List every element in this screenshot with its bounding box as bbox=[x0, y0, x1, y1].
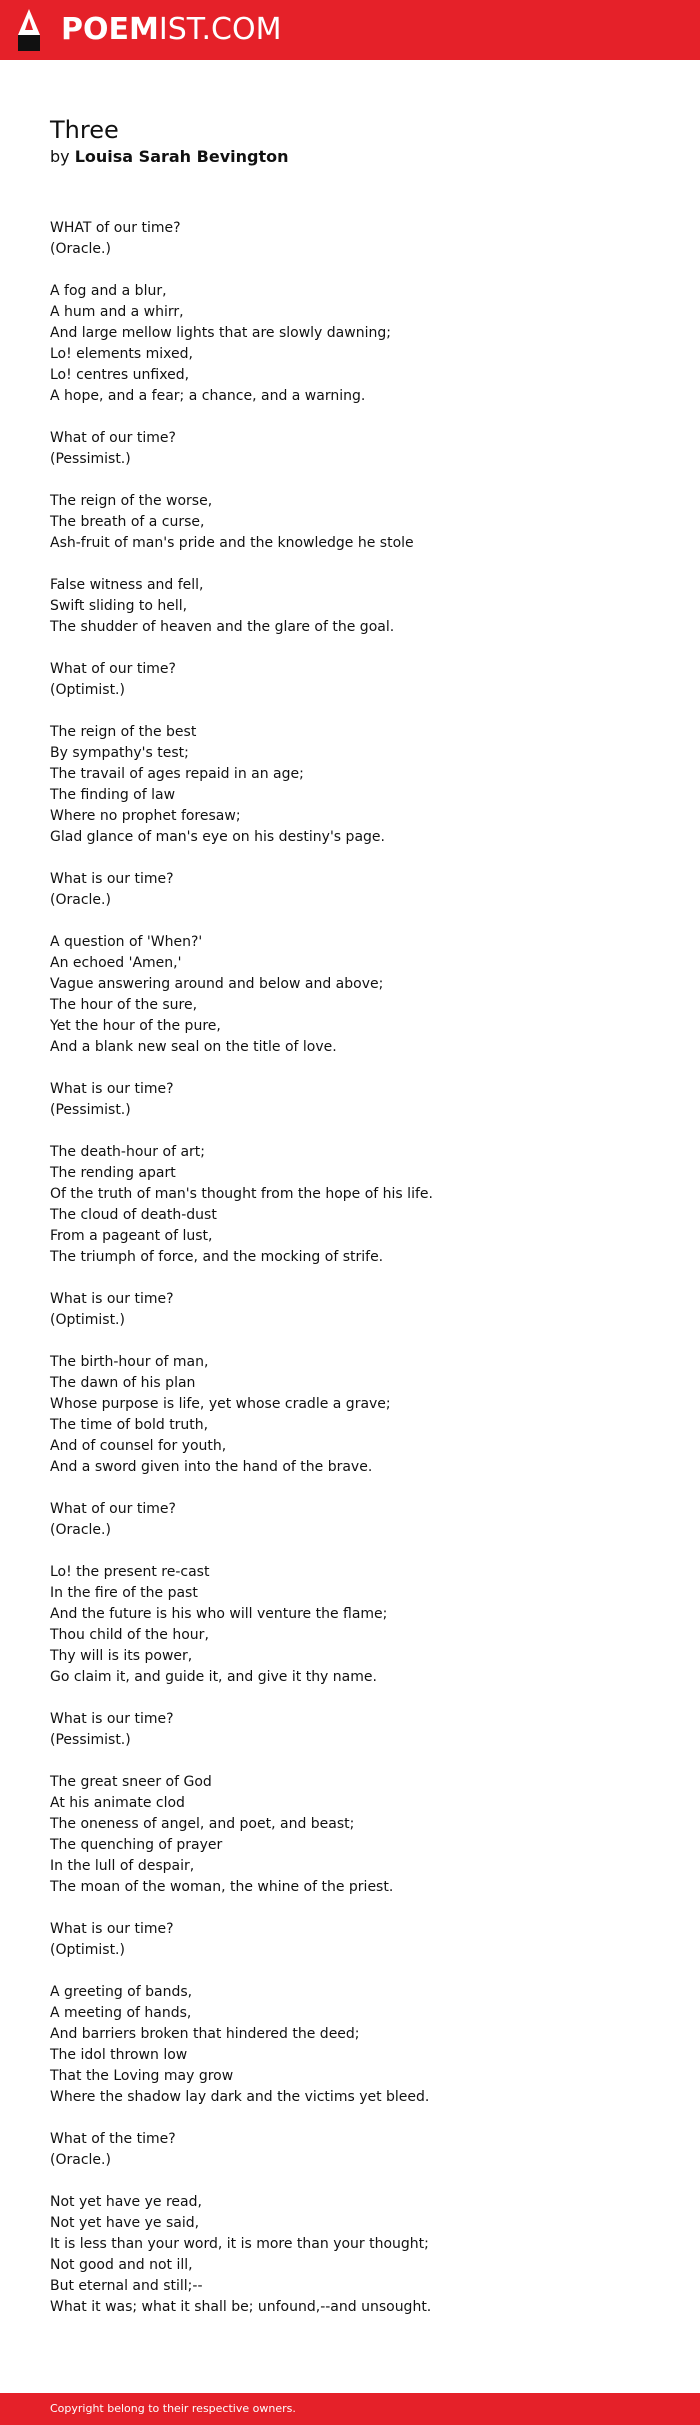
poem-line: (Pessimist.) bbox=[50, 1102, 131, 1118]
poem-line: Where the shadow lay dark and the victims yet bleed. bbox=[50, 2089, 430, 2105]
stanza bbox=[50, 1079, 670, 1121]
stanza bbox=[50, 869, 670, 911]
poem-line: And large mellow lights that are slowly dawning; bbox=[50, 325, 391, 341]
poem-line: And the future is his who will venture the flame; bbox=[50, 1606, 388, 1622]
stanza bbox=[50, 575, 670, 638]
stanza bbox=[50, 1772, 670, 1898]
poem-line: What is our time? bbox=[50, 1081, 174, 1097]
poem-line: In the lull of despair, bbox=[50, 1858, 195, 1874]
poem-line: But eternal and still;-- bbox=[50, 2278, 203, 2294]
site-footer bbox=[0, 2393, 700, 2425]
poem-line: Not good and not ill, bbox=[50, 2257, 193, 2273]
poem-line: The shudder of heaven and the glare of the goal. bbox=[50, 619, 395, 635]
poem-line: The great sneer of God bbox=[50, 1774, 212, 1790]
poem-line: What is our time? bbox=[50, 871, 174, 887]
poem-line: The hour of the sure, bbox=[50, 997, 198, 1013]
poem-line: A question of 'When?' bbox=[50, 934, 203, 950]
logo-brand-light: IST.COM bbox=[158, 12, 282, 47]
by-label: by bbox=[50, 147, 70, 166]
poem-line: What of the time? bbox=[50, 2131, 176, 2147]
stanza bbox=[50, 1142, 670, 1268]
poem-line: The cloud of death-dust bbox=[50, 1207, 217, 1223]
stanza bbox=[50, 1289, 670, 1331]
poem-line: Not yet have ye read, bbox=[50, 2194, 202, 2210]
stanza bbox=[50, 428, 670, 470]
poem-line: A meeting of hands, bbox=[50, 2005, 192, 2021]
stanza bbox=[50, 491, 670, 554]
poem-line: (Oracle.) bbox=[50, 2152, 111, 2168]
poem-line: Not yet have ye said, bbox=[50, 2215, 200, 2231]
poem-line: The birth-hour of man, bbox=[50, 1354, 209, 1370]
stanza bbox=[50, 2129, 670, 2171]
poem-line: It is less than your word, it is more than your thought; bbox=[50, 2236, 429, 2252]
poem-line: The finding of law bbox=[50, 787, 176, 803]
poem-line: Thou child of the hour, bbox=[50, 1627, 209, 1643]
stanza bbox=[50, 932, 670, 1058]
poem-line: Swift sliding to hell, bbox=[50, 598, 188, 614]
poem-line: Go claim it, and guide it, and give it thy name. bbox=[50, 1669, 377, 1685]
poem-line: The oneness of angel, and poet, and beast; bbox=[50, 1816, 355, 1832]
poem-line: A greeting of bands, bbox=[50, 1984, 193, 2000]
poem-line: At his animate clod bbox=[50, 1795, 185, 1811]
poem-line: What of our time? bbox=[50, 430, 176, 446]
poem-line: The breath of a curse, bbox=[50, 514, 205, 530]
poem-line: (Optimist.) bbox=[50, 1942, 125, 1958]
poem-line: The idol thrown low bbox=[50, 2047, 188, 2063]
poem-line: And a blank new seal on the title of love. bbox=[50, 1039, 337, 1055]
logo-brand-bold: POEM bbox=[61, 12, 159, 47]
poem-line: (Optimist.) bbox=[50, 682, 125, 698]
poem-line: False witness and fell, bbox=[50, 577, 204, 593]
poem-line: Lo! elements mixed, bbox=[50, 346, 193, 362]
poem-line: Of the truth of man's thought from the hope of his life. bbox=[50, 1186, 433, 1202]
byline bbox=[50, 146, 650, 168]
author-name: Louisa Sarah Bevington bbox=[74, 147, 289, 166]
poem-line: WHAT of our time? bbox=[50, 220, 181, 236]
poem-line: In the fire of the past bbox=[50, 1585, 198, 1601]
poem-line: An echoed 'Amen,' bbox=[50, 955, 182, 971]
poem-line: What is our time? bbox=[50, 1921, 174, 1937]
stanza bbox=[50, 1919, 670, 1961]
site-header bbox=[0, 0, 700, 60]
poem-line: (Pessimist.) bbox=[50, 1732, 131, 1748]
poem-line: The dawn of his plan bbox=[50, 1375, 196, 1391]
poem-line: By sympathy's test; bbox=[50, 745, 189, 761]
poem-line: What of our time? bbox=[50, 661, 176, 677]
poem-line: The quenching of prayer bbox=[50, 1837, 223, 1853]
poem-line: (Pessimist.) bbox=[50, 451, 131, 467]
stanza bbox=[50, 218, 670, 260]
poem-line: The rending apart bbox=[50, 1165, 176, 1181]
stanza bbox=[50, 1982, 670, 2108]
stanza bbox=[50, 722, 670, 848]
stanza bbox=[50, 1352, 670, 1478]
poem-line: Lo! centres unfixed, bbox=[50, 367, 190, 383]
poem-line: Thy will is its power, bbox=[50, 1648, 193, 1664]
poem-line: (Oracle.) bbox=[50, 1522, 111, 1538]
poem-line: The time of bold truth, bbox=[50, 1417, 209, 1433]
poem-line: What is our time? bbox=[50, 1711, 174, 1727]
poem-line: The reign of the best bbox=[50, 724, 197, 740]
poem-line: A hope, and a fear; a chance, and a warning. bbox=[50, 388, 366, 404]
stanza bbox=[50, 1499, 670, 1541]
stanza bbox=[50, 1709, 670, 1751]
poem-line: A hum and a whirr, bbox=[50, 304, 184, 320]
poem-body bbox=[50, 218, 670, 2339]
stanza bbox=[50, 2192, 670, 2318]
poem-line: (Oracle.) bbox=[50, 241, 111, 257]
stanza bbox=[50, 281, 670, 407]
poem-line: The death-hour of art; bbox=[50, 1144, 205, 1160]
poem-line: Lo! the present re-cast bbox=[50, 1564, 210, 1580]
poem-line: The travail of ages repaid in an age; bbox=[50, 766, 304, 782]
poem-line: (Optimist.) bbox=[50, 1312, 125, 1328]
stanza bbox=[50, 1562, 670, 1688]
poem-line: And of counsel for youth, bbox=[50, 1438, 227, 1454]
poem-line: (Oracle.) bbox=[50, 892, 111, 908]
poem-line: Where no prophet foresaw; bbox=[50, 808, 241, 824]
poem-line: The triumph of force, and the mocking of strife. bbox=[50, 1249, 384, 1265]
poem-line: Glad glance of man's eye on his destiny's page. bbox=[50, 829, 385, 845]
poem-line: And barriers broken that hindered the deed; bbox=[50, 2026, 360, 2042]
pen-nib-icon[interactable] bbox=[18, 9, 40, 51]
poem-heading bbox=[50, 114, 650, 168]
poem-line: What of our time? bbox=[50, 1501, 176, 1517]
poem-line: From a pageant of lust, bbox=[50, 1228, 213, 1244]
poem-line: The moan of the woman, the whine of the priest. bbox=[50, 1879, 394, 1895]
stanza bbox=[50, 659, 670, 701]
poem-line: What is our time? bbox=[50, 1291, 174, 1307]
poem-line: Yet the hour of the pure, bbox=[50, 1018, 221, 1034]
poem-line: Vague answering around and below and above; bbox=[50, 976, 384, 992]
poem-line: And a sword given into the hand of the brave. bbox=[50, 1459, 373, 1475]
poem-line: That the Loving may grow bbox=[50, 2068, 234, 2084]
copyright-notice: Copyright belong to their respective owners. bbox=[50, 2402, 296, 2415]
poem-line: What it was; what it shall be; unfound,--and unsought. bbox=[50, 2299, 432, 2315]
poem-title: Three bbox=[50, 116, 119, 144]
site-logo[interactable] bbox=[61, 13, 281, 47]
poem-line: Ash-fruit of man's pride and the knowledge he stole bbox=[50, 535, 414, 551]
poem-line: Whose purpose is life, yet whose cradle a grave; bbox=[50, 1396, 391, 1412]
poem-line: The reign of the worse, bbox=[50, 493, 213, 509]
poem-line: A fog and a blur, bbox=[50, 283, 167, 299]
